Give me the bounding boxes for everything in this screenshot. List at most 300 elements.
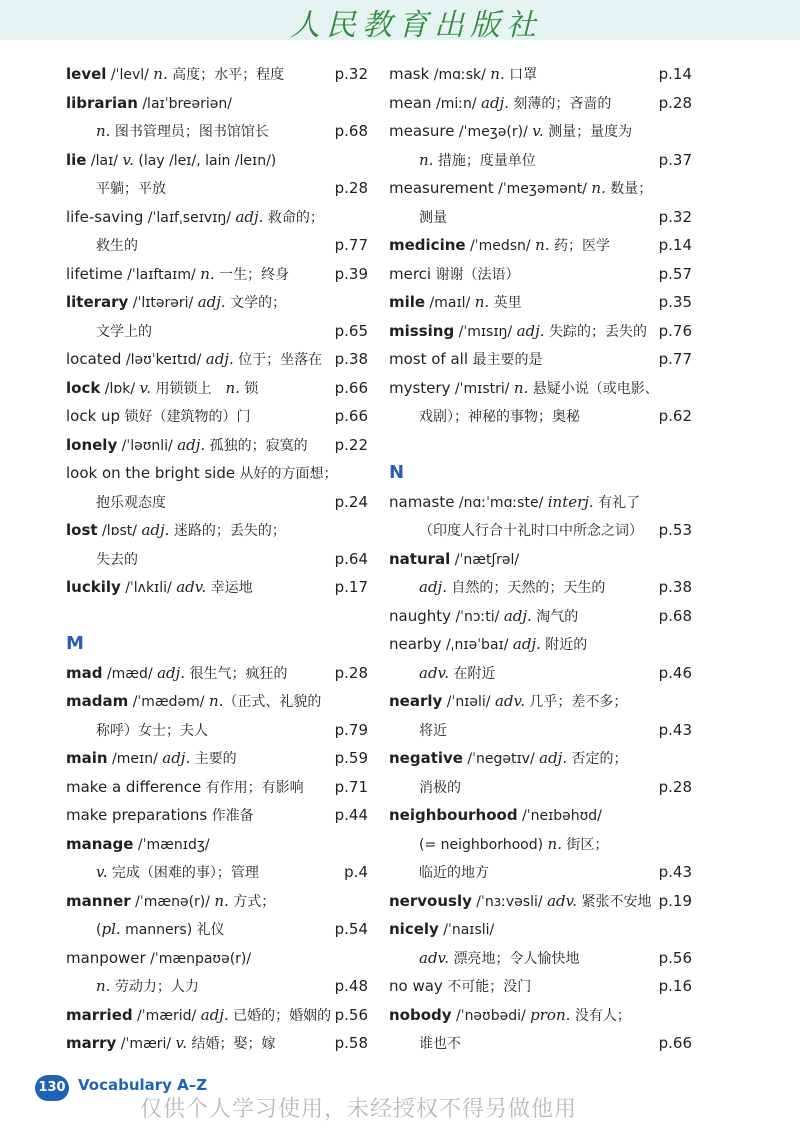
part-of-speech: adv. [419, 948, 450, 967]
headword: lie [66, 150, 87, 169]
page-ref: p.14 [658, 236, 692, 254]
page-ref: p.28 [334, 179, 368, 197]
page-ref: p.53 [658, 521, 692, 539]
part-of-speech: v. [122, 150, 134, 169]
entry-line [389, 288, 692, 317]
headword: life-saving [66, 207, 144, 226]
part-of-speech: n. [513, 378, 529, 397]
phonetic: /ˈmeʒəmənt/ [493, 181, 592, 197]
entry-line [389, 573, 692, 602]
headword: manage [66, 834, 134, 853]
phonetic: /ˈmedsn/ [465, 238, 536, 254]
entry-line [66, 687, 368, 716]
phonetic: /mæd/ [102, 665, 158, 682]
part-of-speech: interj. [547, 492, 594, 511]
definition: 位于；坐落在 [233, 352, 323, 368]
page-ref: p.44 [334, 806, 368, 824]
entry-line [389, 317, 692, 346]
definition: 失去的 [96, 551, 138, 568]
page-ref: p.46 [658, 663, 692, 682]
entry-line [66, 516, 368, 545]
entry-line [389, 773, 692, 802]
definition: 几乎；差不多； [524, 694, 628, 710]
entry-line [66, 972, 368, 1001]
footer-section-title: Vocabulary A–Z [78, 1076, 208, 1094]
entry-line [66, 830, 368, 859]
entry-line [389, 716, 692, 745]
headword: naughty [389, 606, 451, 625]
phonetic: /ˈnɜːvəsli/ [471, 893, 548, 910]
headword: nervously [389, 891, 472, 910]
part-of-speech: adj. [177, 435, 206, 454]
phonetic: /ˌnɪəˈbaɪ/ [441, 637, 513, 653]
definition: 用锁锁上 [151, 380, 226, 397]
section-letter: M [66, 633, 84, 654]
definition: 淘气的 [531, 608, 579, 625]
phonetic: /ˈnɔːti/ [451, 608, 504, 625]
definition: 完成（困难的事）；管理 [107, 865, 259, 881]
phonetic: /ˈmærid/ [132, 1007, 201, 1024]
entry-line [389, 687, 692, 716]
entry-line [389, 174, 692, 203]
headword: main [66, 749, 108, 767]
phonetic: /ˈləʊnli/ [117, 437, 178, 454]
entry-line [66, 573, 368, 602]
phonetic: /ˈmædəm/ [128, 694, 209, 710]
entry-line [66, 1001, 368, 1030]
part-of-speech: adv. [494, 692, 525, 710]
headword: make preparations [66, 806, 208, 824]
headword: natural [389, 549, 451, 568]
part-of-speech: adj. [200, 1005, 229, 1024]
phonetic: /ˈmæri/ [116, 1036, 176, 1052]
definition: 最主要的是 [468, 352, 543, 368]
definition: 孤独的；寂寞的 [205, 437, 308, 454]
entry-line [66, 260, 368, 289]
entry-line [66, 317, 368, 346]
page-ref: p.28 [658, 777, 692, 796]
definition: 失踪的；丢失的 [544, 323, 648, 340]
part-of-speech: adv. [419, 663, 450, 682]
definition: 戏剧）；神秘的事物；奥秘 [419, 409, 580, 425]
left-column [66, 60, 368, 1058]
watermark-text: 仅供个人学习使用，未经授权不得另做他用 [140, 1097, 578, 1122]
phonetic: /laɪ/ [86, 152, 123, 169]
page-ref: p.77 [658, 350, 692, 368]
headword: merci [389, 264, 432, 283]
entry-line [66, 288, 368, 317]
definition: 作准备 [207, 808, 254, 824]
entry-line [389, 1029, 692, 1058]
headword: lock [66, 378, 101, 397]
page-ref: p.59 [334, 749, 368, 767]
definition: 结婚；娶；嫁 [187, 1036, 276, 1052]
part-of-speech: n. [153, 65, 168, 83]
entry-line [389, 602, 692, 631]
page-ref: p.66 [334, 378, 368, 397]
headword: mystery [389, 378, 451, 397]
phonetic: ( [96, 922, 102, 938]
phonetic: /ˈnegətɪv/ [462, 751, 540, 767]
entry-line [389, 887, 692, 916]
headword: no way [389, 977, 443, 995]
page-ref: p.16 [658, 977, 692, 995]
headword: measurement [389, 179, 494, 197]
part-of-speech: n. [419, 150, 434, 169]
entry-line [389, 516, 692, 545]
headword: mile [389, 293, 426, 311]
headword: mean [389, 93, 432, 112]
phonetic: /laɪˈbreəriən/ [137, 95, 232, 112]
entry-line [66, 431, 368, 460]
phonetic: /lɒk/ [100, 380, 140, 397]
phonetic: manners) [120, 922, 193, 938]
entry-line [66, 374, 368, 403]
page-ref: p.43 [658, 720, 692, 739]
part-of-speech: adj. [419, 578, 447, 596]
headword: make a difference [66, 777, 202, 796]
phonetic: /mɑːsk/ [429, 67, 491, 83]
definition: 药；医学 [549, 238, 610, 254]
phonetic: /meɪn/ [107, 751, 163, 767]
entry-line [66, 345, 368, 374]
page-ref: p.77 [334, 236, 368, 254]
part-of-speech: n. [208, 692, 224, 710]
page-ref: p.58 [334, 1034, 368, 1052]
headword: marry [66, 1034, 117, 1052]
definition: 数量； [605, 181, 653, 197]
headword: namaste [389, 492, 455, 511]
definition: 否定的； [567, 751, 628, 767]
headword: mad [66, 663, 103, 682]
entry-line [66, 203, 368, 232]
phonetic: /ˈlʌkɪli/ [120, 580, 177, 596]
headword: manpower [66, 948, 146, 967]
entry-line [389, 345, 692, 374]
headword: lonely [66, 435, 118, 454]
definition: 措施；度量单位 [433, 152, 536, 169]
headword: medicine [389, 236, 466, 254]
phonetic: (= neighborhood) [419, 836, 548, 853]
headword: nearly [389, 692, 443, 710]
entry-line [389, 858, 692, 887]
entry-line [389, 146, 692, 175]
entry-line [389, 1001, 692, 1030]
phonetic: /ˈmɪsɪŋ/ [454, 323, 517, 340]
headword: lock up [66, 407, 121, 425]
part-of-speech: n. [490, 65, 505, 83]
entry-line [389, 402, 692, 431]
part-of-speech: adj. [539, 749, 568, 767]
phonetic: /ləʊˈkeɪtɪd/ [121, 352, 206, 368]
page-ref: p.68 [658, 606, 692, 625]
page-ref: p.56 [334, 1005, 368, 1024]
entry-line [66, 1029, 368, 1058]
entry-line [66, 89, 368, 118]
headword: literary [66, 293, 129, 311]
definition: 没有人； [570, 1007, 631, 1024]
definition: 不可能；没门 [442, 979, 532, 995]
entry-line [66, 887, 368, 916]
entry-line [66, 545, 368, 574]
entry-line [389, 203, 692, 232]
part-of-speech: adv. [176, 578, 207, 596]
definition: 谢谢（法语） [431, 266, 520, 283]
page-ref: p.66 [658, 1034, 692, 1052]
page-ref: p.54 [334, 920, 368, 938]
phonetic: /maɪl/ [425, 295, 475, 311]
page-ref: p.28 [658, 93, 692, 112]
headword: missing [389, 321, 455, 340]
entry-line [389, 744, 692, 773]
part-of-speech: adj. [205, 350, 234, 368]
phonetic: /ˈmɪstri/ [450, 380, 514, 397]
definition: 有礼了 [593, 494, 641, 511]
entry-line [389, 374, 692, 403]
page-number-badge: 130 [35, 1075, 69, 1101]
entry-line [66, 773, 368, 802]
headword: located [66, 350, 122, 368]
page-ref: p.24 [334, 492, 368, 511]
part-of-speech: adj. [481, 93, 509, 112]
header-bar [0, 0, 800, 43]
part-of-speech: adj. [157, 663, 186, 682]
phonetic: /miːn/ [431, 95, 481, 112]
part-of-speech: pl. [101, 920, 121, 938]
phonetic: /ˈlɪtərəri/ [128, 295, 198, 311]
page-ref: p.19 [658, 891, 692, 910]
headword: look on the bright side [66, 464, 236, 482]
page-ref: p.66 [334, 407, 368, 425]
definition: 高度；水平；程度 [167, 67, 285, 83]
definition: 幸运地 [206, 580, 253, 596]
phonetic: /ˈneɪbəhʊd/ [517, 808, 602, 824]
definition: （正式、礼貌的 [223, 694, 322, 710]
definition: 临近的地方 [419, 865, 489, 881]
definition: 文学上的 [96, 323, 152, 340]
part-of-speech: adj. [516, 321, 545, 340]
definition: 平躺；平放 [96, 181, 166, 197]
page-ref: p.79 [334, 720, 368, 739]
definition: 谁也不 [419, 1036, 461, 1052]
entry-line [66, 915, 368, 944]
phonetic: /lɒst/ [97, 523, 142, 539]
page-ref: p.39 [334, 264, 368, 283]
headword: neighbourhood [389, 806, 518, 824]
headword: nearby [389, 635, 442, 653]
part-of-speech: adj. [141, 521, 170, 539]
part-of-speech: n. [225, 378, 240, 397]
entry-line [66, 402, 368, 431]
entry-line [389, 659, 692, 688]
part-of-speech: v. [139, 378, 152, 397]
part-of-speech: n. [591, 179, 606, 197]
definition: 很生气；疯狂的 [185, 665, 288, 682]
page-ref: p.17 [334, 578, 368, 596]
headword: librarian [66, 93, 138, 112]
phonetic: /ˈnætʃrəl/ [450, 551, 520, 568]
part-of-speech: v. [532, 122, 544, 140]
headword: mask [389, 65, 430, 83]
definition: 救生的 [96, 238, 138, 254]
entry-line [389, 972, 692, 1001]
section-letter: N [389, 462, 405, 483]
page-ref: p.56 [658, 948, 692, 967]
entry-line [66, 716, 368, 745]
page-ref: p.68 [334, 122, 368, 140]
page-ref: p.57 [658, 264, 692, 283]
headword: madam [66, 692, 129, 710]
definition: 称呼）女士；夫人 [96, 722, 208, 739]
part-of-speech: adj. [512, 635, 541, 653]
definition: 漂亮地；令人愉快地 [449, 950, 580, 967]
phonetic: /ˈlevl/ [106, 67, 154, 83]
entry-line [66, 117, 368, 146]
part-of-speech: adv. [547, 891, 578, 910]
definition: 一生；终身 [214, 266, 290, 283]
entry-line [389, 944, 692, 973]
definition: 口罩 [504, 67, 538, 83]
definition: 救命的； [263, 209, 324, 226]
page-ref: p.48 [334, 977, 368, 995]
definition: 在附近 [449, 665, 496, 682]
part-of-speech: adj. [197, 293, 226, 311]
definition: 将近 [419, 722, 447, 739]
page-ref: p.4 [344, 863, 368, 881]
phonetic: (lay /leɪ/, lain /leɪn/) [133, 152, 277, 169]
entry-line [66, 659, 368, 688]
part-of-speech: v. [96, 863, 108, 881]
entry-line [389, 89, 692, 118]
definition: 消极的 [419, 779, 461, 796]
part-of-speech: n. [547, 834, 562, 853]
page-ref: p.14 [658, 65, 692, 83]
definition: 街区； [561, 836, 609, 853]
entry-line [389, 545, 692, 574]
phonetic: /ˈmænpaʊə(r)/ [145, 950, 252, 967]
part-of-speech: n. [214, 891, 229, 910]
definition: 悬疑小说（或电影、 [528, 380, 659, 397]
definition: 主要的 [190, 751, 237, 767]
definition: 刻薄的；吝啬的 [508, 95, 612, 112]
page-ref: p.65 [334, 321, 368, 340]
part-of-speech: n. [96, 122, 111, 140]
publisher-logo: 人民教育出版社 [290, 8, 542, 43]
headword: nicely [389, 920, 439, 938]
page-ref: p.22 [334, 435, 368, 454]
part-of-speech: n. [535, 236, 550, 254]
definition: 文学的； [225, 295, 287, 311]
page-ref: p.38 [334, 350, 368, 368]
entry-line [66, 459, 368, 488]
entry-line [389, 231, 692, 260]
page-ref: p.71 [334, 777, 368, 796]
entry-line [66, 744, 368, 773]
entry-line [389, 630, 692, 659]
headword: level [66, 65, 107, 83]
entry-line [389, 60, 692, 89]
definition: （印度人行合十礼时口中所念之词） [419, 523, 643, 539]
page-ref: p.76 [658, 321, 692, 340]
definition: 有作用；有影响 [201, 779, 304, 796]
definition: 方式； [228, 893, 276, 910]
entry-line [66, 174, 368, 203]
part-of-speech: adj. [235, 207, 264, 226]
entry-line [389, 801, 692, 830]
definition: 自然的；天然的；天生的 [446, 580, 606, 596]
part-of-speech: v. [175, 1034, 188, 1052]
definition: 劳动力；人力 [110, 979, 199, 995]
definition: 锁好（建筑物的）门 [120, 409, 251, 425]
entry-line [66, 231, 368, 260]
entry-line [389, 830, 692, 859]
definition: 测量 [419, 209, 447, 226]
page-ref: p.62 [658, 407, 692, 425]
phonetic: /ˈlaɪfˌseɪvɪŋ/ [143, 209, 236, 226]
page-ref: p.38 [658, 578, 692, 596]
definition: 英里 [489, 295, 522, 311]
definition: 从好的方面想； [235, 466, 338, 482]
entry-line [389, 260, 692, 289]
page-ref: p.43 [658, 863, 692, 881]
page-ref: p.64 [334, 549, 368, 568]
part-of-speech: n. [96, 977, 111, 995]
phonetic: /ˈlaɪftaɪm/ [122, 266, 201, 283]
phonetic: /ˈmeʒə(r)/ [454, 124, 533, 140]
page-ref: p.28 [334, 663, 368, 682]
entry-line [389, 915, 692, 944]
entry-line [66, 801, 368, 830]
phonetic: /ˈnaɪsli/ [438, 922, 495, 938]
page-ref: p.32 [334, 65, 368, 83]
phonetic: /ˈmænɪdʒ/ [133, 836, 210, 853]
definition: 礼仪 [192, 922, 225, 938]
part-of-speech: adj. [162, 749, 191, 767]
page-ref: p.37 [658, 150, 692, 169]
right-column [389, 60, 692, 1058]
headword: married [66, 1005, 133, 1024]
phonetic: /nɑːˈmɑːste/ [454, 494, 548, 511]
definition: 图书管理员；图书馆馆长 [110, 124, 269, 140]
definition: 测量；量度为 [543, 124, 633, 140]
headword: lost [66, 521, 98, 539]
headword: most of all [389, 350, 469, 368]
phonetic: /ˈnɪəli/ [442, 694, 495, 710]
headword: nobody [389, 1005, 452, 1024]
entry-line [66, 488, 368, 517]
headword: lifetime [66, 264, 123, 283]
entry-line [389, 488, 692, 517]
definition: 抱乐观态度 [96, 494, 166, 511]
entry-line [66, 60, 368, 89]
definition: 已婚的；婚姻的 [228, 1007, 332, 1024]
definition: 紧张不安地 [577, 893, 652, 910]
headword: luckily [66, 578, 121, 596]
part-of-speech: adj. [503, 606, 532, 625]
entry-line [66, 146, 368, 175]
phonetic: /ˈnəʊbədi/ [451, 1007, 531, 1024]
definition: 迷路的；丢失的； [169, 523, 286, 539]
headword: manner [66, 891, 131, 910]
entry-line [389, 117, 692, 146]
definition: 附近的 [540, 637, 588, 653]
phonetic: /ˈmænə(r)/ [130, 893, 215, 910]
entry-line [66, 858, 368, 887]
headword: negative [389, 749, 463, 767]
definition: 锁 [239, 380, 259, 397]
page-ref: p.32 [658, 207, 692, 226]
headword: measure [389, 122, 455, 140]
